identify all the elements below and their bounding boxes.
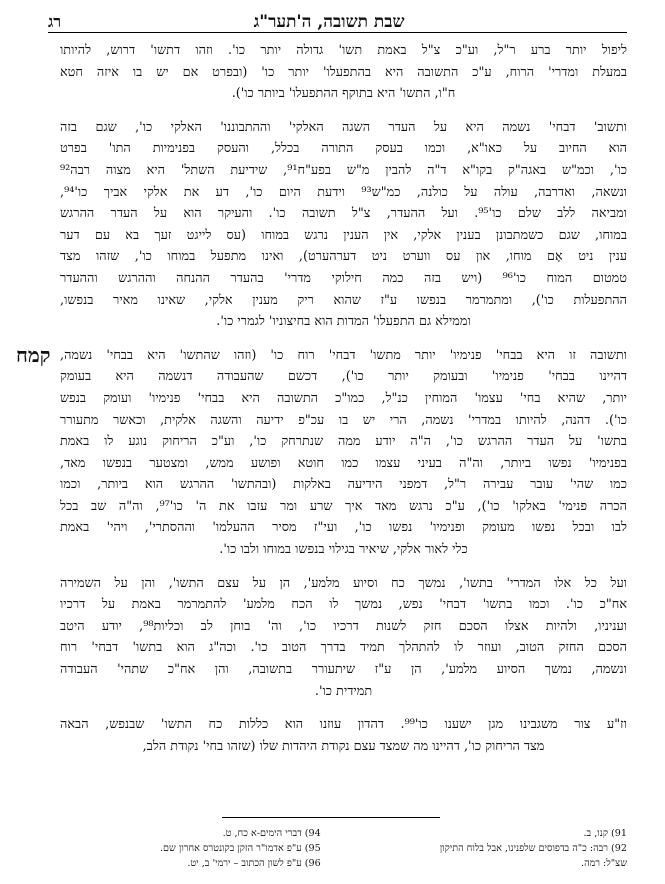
paragraph: [60, 40, 627, 105]
footnotes: [38, 826, 627, 871]
text-line: דהיינו בבחי' פנימיו' ובעומק יותר כו'), דכשם שהעבודה דנשמה היא בעומק: [60, 369, 627, 385]
header-title: שבת תשובה, ה'תער"ג: [253, 12, 405, 32]
text-line: כלי לאור אלקי, שיאיר בגילוי בנפשו במוחו ולבו כו'.: [219, 542, 468, 558]
page-number: רג: [48, 12, 62, 31]
text-line: ועניניו, ולהיות אצלו הסכם חזק לשנות דרכיו כו', וה' בוחן לב וכליות⁹⁸, יודע היטב: [60, 618, 627, 634]
text-line: וממילא גם התפעלו' המדות הוא בחיצוניו' לגמרי כו'.: [216, 314, 471, 330]
text-line: ההתפעלות כו'), ומתמרמר בנפשו ע"ז שהוא ריק מענין אלקי, שאינו מאיר בנפשו,: [60, 292, 627, 308]
margin-marker: קמח: [16, 342, 51, 367]
text-line: הסכם החזק הטוב, ועוזר לו להתהלך תמיד בדרך הטוב כו'. וכה"ג הוא בתשו' דבחי' רוח: [60, 640, 627, 656]
text-line: במוחו, שגם כשמתבונן בענין אלקי, אין הענין נרגש במוחו (עס לייגט זעך בא עם דער: [60, 227, 627, 243]
text-line: יותר, שהיא בחי' עצמו' המוחין כנ"ל, כמו"כ התשובה היא בבחי' פנימיו' ועומק בנפש: [60, 390, 627, 406]
footnotes-right-column: [344, 826, 627, 871]
paragraph: [60, 117, 627, 333]
running-header: [48, 6, 627, 33]
text-line: ועל כל אלו המדרי' בתשו', נמשך כח וסיוע מלמע', הן על עצם התשו', והן על השמירה: [60, 575, 627, 591]
text-line: מצד הריחוק כו', דהיינו מה שמצד עצם נקודת היהדות שלו (שזהו בחי' נקודת הלב,: [142, 738, 545, 754]
footnote: שצ"ל: רמה.: [581, 858, 627, 869]
text-line: ונשמה, נמשך הסיוע מלמע', הן ע"ז שיתעורר בתשובה, והן אח"כ שתהי' העבודה: [60, 662, 627, 678]
footnote: 96) ע"פ לשון הכתוב – ירמי' ב, יט.: [187, 858, 321, 869]
text-line: במעלת ומדרי' הרוח, ע"כ התשובה היא בהתפעלו' יותר כו' (ובפרט אם יש בו איזה חטא: [60, 64, 627, 80]
footnote: 91) קנו, ב.: [583, 828, 627, 839]
text-line: ומביאה ללב שלם כו'⁹⁵. ועל ההעדר, צ"ל תשובה כו'. והעיקר הוא על העדר ההרגש: [60, 206, 627, 222]
footnote-separator: [222, 817, 440, 818]
text-line: ליפול יותר ברע ר"ל, וע"כ צ"ל באמת תשו' גדולה יותר כו'. וזהו דתשו' דרוש, להיותו: [60, 43, 627, 58]
footnote: 92) רבה: כ"ה בדפוסים שלפנינו, אבל בלוח התיקון: [439, 843, 627, 854]
text-line: טמטום המוח כו'⁹⁶ (ויש בזה כמה חילוקי מדרי' בהעדר ההנחה וההרגש וההעדר: [60, 270, 627, 286]
text-line: ותשובה זו היא בבחי' פנימיו' יותר מתשו' דבחי' רוח כו' (וזהו שהתשו' היא בבחי' נשמה,: [60, 347, 627, 363]
text-line: ענין ניט אָם מוחו, און עס ווערט ניט דערהערט), ואינו מתפעל במוחו כו', שזהו מצד: [60, 249, 627, 265]
text-line: ונשאה, ואדרבה, עולה על כולנה, כמ"ש⁹³ וידעת היום כו', דע את אלקי אביך כו'⁹⁴,: [60, 184, 627, 200]
text-line: ח"ו, התשו' היא בתוקף ההתפעלו' ביותר כו').: [231, 86, 456, 102]
text-line: הוא החיוב על כאו"א, וכמו בעסק התורה בכלל, והעסק בפנימיות התו' בפרט: [60, 141, 627, 157]
text-line: בפנימיו' נפשו ביותר, וה"ה בעיני עצמו כמו חוטא ופושע ממש, ומצטער בנפשו מאד,: [60, 455, 627, 471]
text-line: ותשוב' דבחי' נשמה היא על העדר השגה האלקי' וההתבוננו' האלקי כו', שגם בזה: [60, 119, 627, 135]
paragraph: [60, 573, 627, 703]
text-line: בתשו' על העדר ההרגש כו', ה"ה יודע ממה שנתרחק כו', וע"כ הריחוק נוגע לו באמת: [60, 434, 627, 450]
footnote: 95) ע"פ אדמו"ר הזקן בקונטרס אחרון שם.: [160, 843, 321, 854]
body-text: [60, 40, 627, 769]
text-line: וז"ע צור משגבינו מגן ישענו כו'⁹⁹. דהדון עוזנו הוא כללות כח התשו' שבנפש, הבאה: [60, 717, 627, 733]
footnote: 94) דברי הימים-א כח, ט.: [222, 828, 321, 839]
text-line: הכרה פנימי' באלקו' כו'), ע"כ נרגש מאד איך שרע ומר עזבו את ה' כו'⁹⁷, וה"ה שב בכל: [60, 498, 627, 514]
text-line: תמידית כו'.: [314, 683, 373, 699]
text-line: אח"כ כו'. וכמו בתשו' דבחי' נפש, נמשך לו הכח מלמע' להתמרמר באמת על דרכיו: [60, 597, 627, 613]
footnotes-left-column: [38, 826, 321, 871]
text-line: כו', וכמ"ש באגה"ק בקו"א ד"ה להבין מ"ש בפע"ח⁹¹, שידיעת השתל' היא מצוה רבה⁹²: [60, 162, 627, 178]
paragraph: [60, 714, 627, 757]
text-line: כמו שהי' עובר עבירה ר"ל, דמפני הידיעה באלקות (ובהתשו' ההרגש הוא ביותר, וכמו: [60, 477, 627, 493]
text-line: כו'). דהנה, להיותו במדרי' נשמה, הרי יש בו עכ"פ ידיעה והשגה אלקית, וכאשר מתעורר: [60, 412, 627, 428]
paragraph: [60, 345, 627, 561]
text-line: לבו ובכל נפשו מעומק ופנימיו' נפשו כו', ועי"ז מסיר ההעלמו' וההסתרי', ויהי' באמת: [60, 520, 627, 536]
